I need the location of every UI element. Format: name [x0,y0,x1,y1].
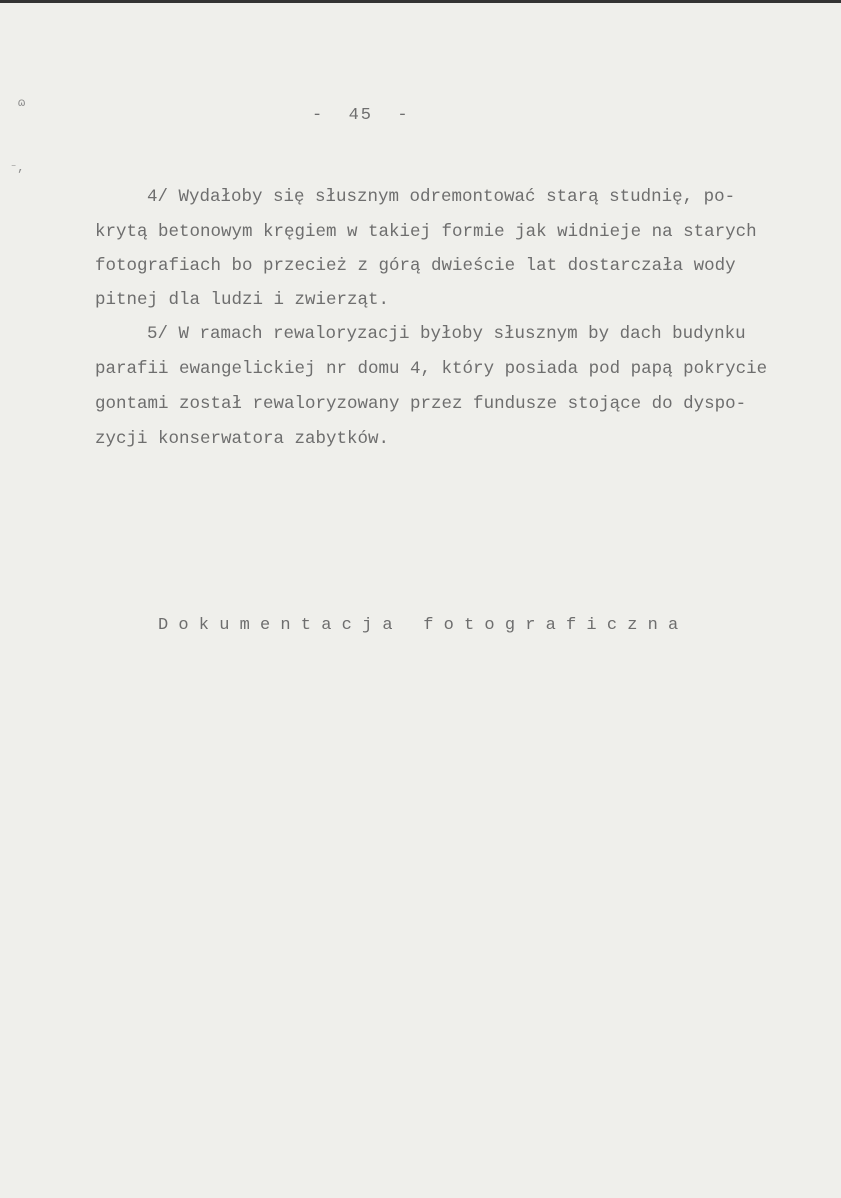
text-line: fotografiach bo przecież z górą dwieście lat dostarczała wody [95,256,736,276]
text-line: krytą betonowym kręgiem w takiej formie jak widnieje na starych [95,222,757,242]
text-line: 5/ W ramach rewaloryzacji byłoby słusznym by dach budynku [147,324,746,344]
section-heading: Dokumentacja fotograficzna [158,616,689,635]
text-line: parafii ewangelickiej nr domu 4, który posiada pod papą pokrycie [95,359,768,379]
scan-mark: ⁻, [10,161,25,175]
text-line: zycji konserwatora zabytków. [95,429,390,449]
page-number: - 45 - [312,106,410,125]
scan-edge [0,0,841,3]
scan-mark: ɷ [18,96,26,110]
text-line: 4/ Wydałoby się słusznym odremontować starą studnię, po- [147,187,736,207]
text-line: pitnej dla ludzi i zwierząt. [95,290,390,310]
text-line: gontami został rewaloryzowany przez fundusze stojące do dyspo- [95,394,747,414]
